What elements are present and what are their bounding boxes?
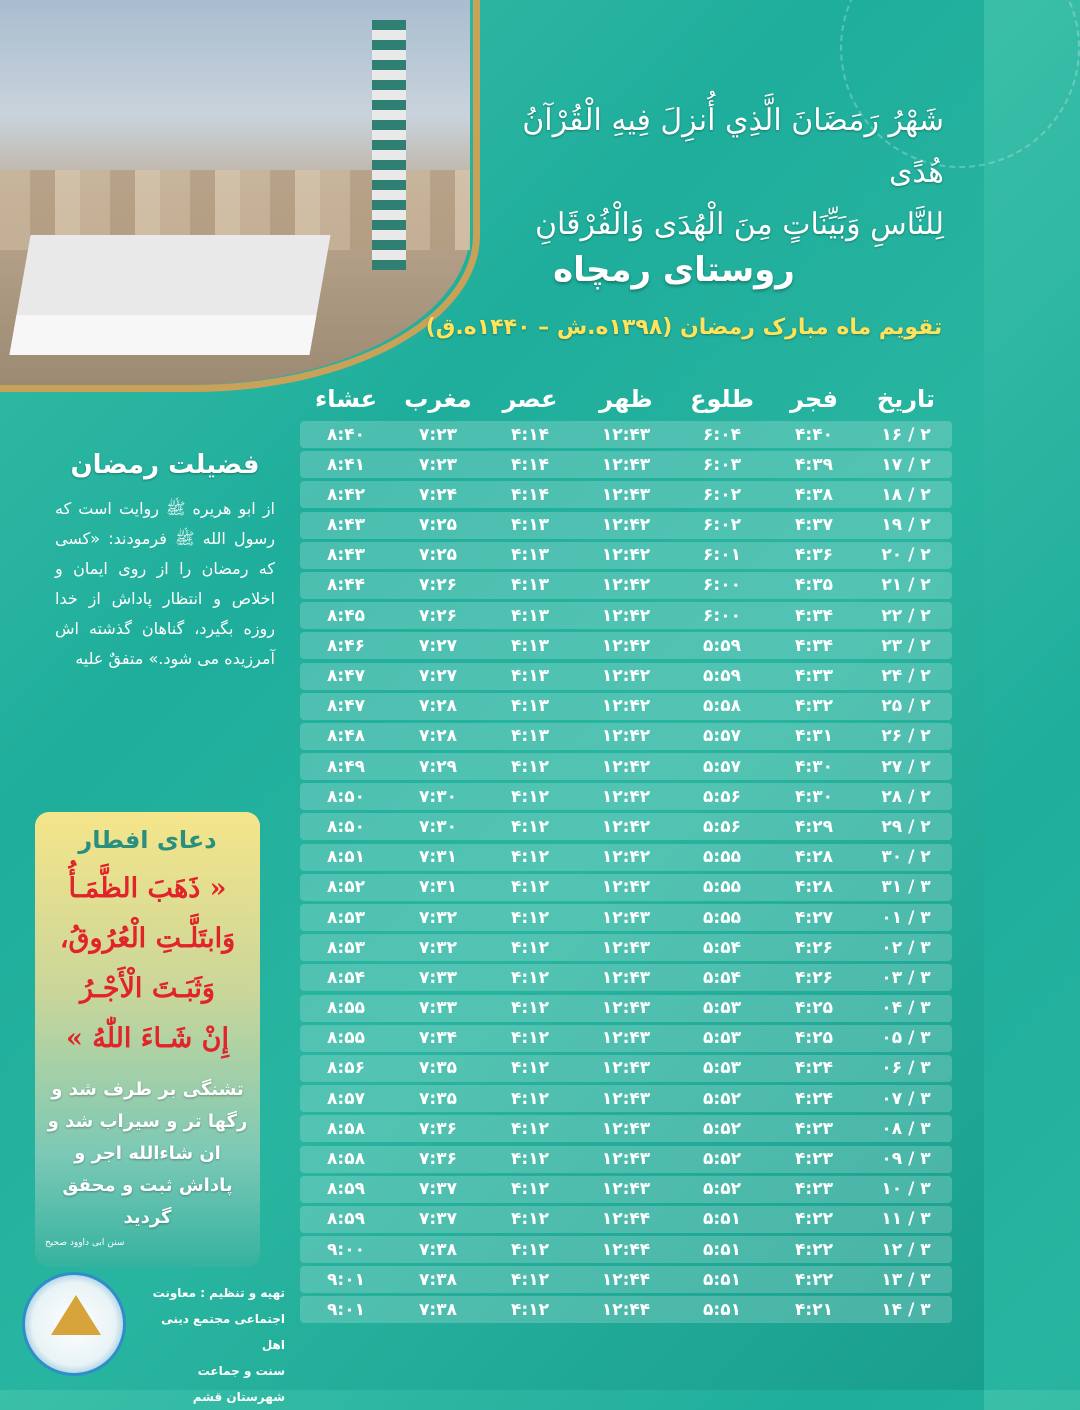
header-isha: عشاء (314, 384, 378, 413)
cell-maghrib: ۷:۳۵ (419, 1088, 457, 1109)
cell-sunrise: ۵:۵۱ (703, 1239, 741, 1260)
table-row (300, 481, 952, 508)
cell-maghrib: ۷:۳۲ (419, 937, 457, 958)
cell-maghrib: ۷:۳۱ (419, 877, 457, 898)
cell-dhuhr: ۱۲:۴۳ (601, 937, 651, 958)
dua-translation: تشنگی بر طرف شد و رگها تر و سیراب شد و ان شاءالله اجر و پاداش ثبت و محقق گردید (47, 1079, 248, 1228)
cell-dhuhr: ۱۲:۴۳ (601, 1028, 651, 1049)
cell-date: ۲ / ۲۳ (881, 635, 931, 656)
cell-date: ۲ / ۱۷ (881, 454, 931, 475)
cell-fajr: ۴:۲۲ (795, 1239, 833, 1260)
cell-maghrib: ۷:۳۷ (419, 1209, 457, 1230)
cell-dhuhr: ۱۲:۴۴ (601, 1269, 651, 1290)
cell-isha: ۸:۵۰ (327, 816, 365, 837)
cell-date: ۳ / ۱۲ (881, 1239, 931, 1260)
cell-date: ۳ / ۱۰ (881, 1179, 931, 1200)
cell-maghrib: ۷:۳۳ (419, 967, 457, 988)
cell-asr: ۴:۱۲ (511, 967, 549, 988)
cell-dhuhr: ۱۲:۴۴ (601, 1239, 651, 1260)
cell-asr: ۴:۱۲ (511, 1209, 549, 1230)
cell-date: ۳ / ۱۳ (881, 1269, 931, 1290)
credit-line-2: اجتماعی مجتمع دینی اهل (161, 1312, 285, 1352)
credit-line-1: تهیه و تنظیم : معاونت (152, 1286, 285, 1300)
cell-maghrib: ۷:۲۷ (419, 635, 457, 656)
cell-fajr: ۴:۲۶ (795, 967, 833, 988)
cell-sunrise: ۵:۵۲ (703, 1179, 741, 1200)
prayer-times-table (300, 376, 952, 1327)
cell-fajr: ۴:۲۳ (795, 1179, 833, 1200)
table-row (300, 572, 952, 599)
cell-date: ۲ / ۲۰ (881, 545, 931, 566)
cell-asr: ۴:۱۳ (511, 696, 549, 717)
table-row (300, 451, 952, 478)
cell-sunrise: ۵:۵۲ (703, 1088, 741, 1109)
cell-fajr: ۴:۲۳ (795, 1118, 833, 1139)
cell-date: ۲ / ۲۴ (881, 666, 931, 686)
cell-sunrise: ۵:۵۲ (703, 1118, 741, 1139)
cell-dhuhr: ۱۲:۴۲ (601, 696, 651, 717)
cell-isha: ۸:۴۴ (327, 575, 365, 596)
cell-date: ۲ / ۲۲ (881, 605, 931, 626)
table-row (300, 753, 952, 780)
table-row (300, 1085, 952, 1112)
cell-sunrise: ۵:۵۹ (703, 666, 741, 686)
cell-asr: ۴:۱۲ (511, 1118, 549, 1139)
table-body (300, 421, 952, 1323)
cell-asr: ۴:۱۴ (511, 484, 549, 505)
dua-arabic-line-3: وَثَبَـتَ الْأَجْـرُ (80, 973, 215, 1004)
cell-sunrise: ۶:۰۰ (703, 575, 741, 596)
header-sunrise: طلوع (690, 384, 754, 413)
cell-maghrib: ۷:۳۸ (419, 1269, 457, 1290)
cell-sunrise: ۶:۰۱ (703, 545, 741, 566)
cell-asr: ۴:۱۲ (511, 877, 549, 898)
cell-isha: ۸:۴۷ (327, 666, 365, 686)
cell-asr: ۴:۱۲ (511, 907, 549, 928)
cell-asr: ۴:۱۲ (511, 786, 549, 807)
header-dhuhr: ظهر (599, 384, 653, 413)
cell-isha: ۸:۵۸ (327, 1118, 365, 1139)
cell-asr: ۴:۱۲ (511, 1058, 549, 1079)
cell-date: ۳ / ۰۵ (881, 1028, 931, 1049)
cell-fajr: ۴:۳۸ (795, 484, 833, 505)
cell-fajr: ۴:۲۴ (795, 1058, 833, 1079)
cell-sunrise: ۶:۰۲ (703, 515, 741, 536)
cell-fajr: ۴:۲۲ (795, 1209, 833, 1230)
header-maghrib: مغرب (404, 384, 472, 413)
cell-maghrib: ۷:۳۷ (419, 1179, 457, 1200)
cell-asr: ۴:۱۲ (511, 998, 549, 1019)
cell-fajr: ۴:۳۴ (795, 605, 833, 626)
cell-date: ۲ / ۲۹ (881, 816, 931, 837)
cell-maghrib: ۷:۳۸ (419, 1239, 457, 1260)
cell-date: ۳ / ۰۱ (881, 907, 931, 928)
organization-logo (22, 1272, 126, 1376)
table-row (300, 1025, 952, 1052)
cell-asr: ۴:۱۲ (511, 756, 549, 777)
cell-fajr: ۴:۳۱ (795, 726, 833, 747)
cell-sunrise: ۵:۵۷ (703, 726, 741, 747)
cell-isha: ۸:۵۹ (327, 1179, 365, 1200)
cell-date: ۳ / ۰۴ (881, 998, 931, 1019)
cell-asr: ۴:۱۲ (511, 1179, 549, 1200)
cell-maghrib: ۷:۲۷ (419, 666, 457, 686)
cell-dhuhr: ۱۲:۴۲ (601, 847, 651, 868)
cell-fajr: ۴:۲۹ (795, 816, 833, 837)
cell-maghrib: ۷:۳۰ (419, 816, 457, 837)
table-row (300, 542, 952, 569)
cell-dhuhr: ۱۲:۴۳ (601, 967, 651, 988)
cell-fajr: ۴:۲۷ (795, 907, 833, 928)
cell-sunrise: ۵:۵۲ (703, 1149, 741, 1169)
cell-sunrise: ۵:۵۴ (703, 967, 741, 988)
cell-date: ۳ / ۰۶ (881, 1058, 931, 1079)
dua-title: دعای افطار (78, 826, 217, 854)
cell-fajr: ۴:۲۲ (795, 1269, 833, 1290)
credit-line-3: سنت و جماعت شهرستان قشم (192, 1364, 285, 1404)
cell-dhuhr: ۱۲:۴۳ (601, 1058, 651, 1079)
cell-isha: ۸:۴۲ (327, 484, 365, 505)
cell-date: ۳ / ۰۳ (881, 967, 931, 988)
cell-sunrise: ۵:۵۳ (703, 1058, 741, 1079)
cell-maghrib: ۷:۳۵ (419, 1058, 457, 1079)
cell-asr: ۴:۱۳ (511, 635, 549, 656)
mosque-photo (0, 0, 470, 385)
cell-maghrib: ۷:۲۴ (419, 484, 457, 505)
cell-maghrib: ۷:۲۳ (419, 454, 457, 475)
table-row (300, 1296, 952, 1323)
cell-asr: ۴:۱۳ (511, 726, 549, 747)
cell-asr: ۴:۱۲ (511, 1239, 549, 1260)
cell-date: ۲ / ۲۷ (881, 756, 931, 777)
cell-sunrise: ۵:۵۵ (703, 907, 741, 928)
dua-arabic-line-1: « ذَهَبَ الظَّمَـأُ (68, 873, 227, 904)
cell-fajr: ۴:۴۰ (795, 424, 833, 445)
cell-fajr: ۴:۳۰ (795, 786, 833, 807)
cell-date: ۲ / ۲۶ (881, 726, 931, 747)
table-row (300, 723, 952, 750)
cell-dhuhr: ۱۲:۴۳ (601, 484, 651, 505)
table-row (300, 512, 952, 539)
cell-dhuhr: ۱۲:۴۳ (601, 1088, 651, 1109)
cell-date: ۲ / ۲۱ (881, 575, 931, 596)
cell-date: ۲ / ۱۸ (881, 484, 931, 505)
iftar-dua-box (35, 812, 260, 1267)
cell-asr: ۴:۱۴ (511, 424, 549, 445)
cell-isha: ۹:۰۰ (327, 1239, 365, 1260)
cell-maghrib: ۷:۳۱ (419, 847, 457, 868)
cell-isha: ۸:۵۸ (327, 1149, 365, 1169)
cell-date: ۳ / ۳۱ (881, 877, 931, 898)
cell-asr: ۴:۱۲ (511, 937, 549, 958)
cell-isha: ۸:۵۳ (327, 937, 365, 958)
cell-sunrise: ۵:۵۵ (703, 847, 741, 868)
cell-sunrise: ۶:۰۳ (703, 454, 741, 475)
verse-line-2: لِلنَّاسِ وَبَيِّنَاتٍ مِنَ الْهُدَى وَالْفُرْقَانِ (535, 207, 944, 242)
cell-sunrise: ۵:۵۱ (703, 1269, 741, 1290)
cell-date: ۳ / ۰۷ (881, 1088, 931, 1109)
cell-sunrise: ۵:۵۵ (703, 877, 741, 898)
cell-isha: ۸:۴۸ (327, 726, 365, 747)
cell-isha: ۸:۵۷ (327, 1088, 365, 1109)
cell-dhuhr: ۱۲:۴۳ (601, 998, 651, 1019)
cell-asr: ۴:۱۲ (511, 1299, 549, 1320)
verse-line-1: شَهْرُ رَمَضَانَ الَّذِي أُنزِلَ فِيهِ الْقُرْآنُ هُدًى (522, 103, 944, 190)
cell-fajr: ۴:۲۸ (795, 877, 833, 898)
credit-text (135, 1280, 285, 1410)
cell-asr: ۴:۱۳ (511, 605, 549, 626)
cell-isha: ۹:۰۱ (327, 1269, 365, 1290)
cell-dhuhr: ۱۲:۴۲ (601, 575, 651, 596)
table-row (300, 783, 952, 810)
table-row (300, 1055, 952, 1082)
cell-isha: ۸:۴۵ (327, 605, 365, 626)
dua-arabic-line-4: إِنْ شَـاءَ اللّٰهُ » (65, 1023, 229, 1054)
header-fajr: فجر (790, 384, 838, 413)
cell-maghrib: ۷:۲۶ (419, 605, 457, 626)
table-row (300, 874, 952, 901)
cell-sunrise: ۶:۰۴ (703, 424, 741, 445)
cell-fajr: ۴:۲۳ (795, 1149, 833, 1169)
cell-dhuhr: ۱۲:۴۲ (601, 786, 651, 807)
cell-isha: ۸:۴۳ (327, 545, 365, 566)
header-asr: عصر (502, 384, 558, 413)
cell-fajr: ۴:۲۵ (795, 998, 833, 1019)
table-row (300, 904, 952, 931)
cell-sunrise: ۵:۵۱ (703, 1299, 741, 1320)
cell-dhuhr: ۱۲:۴۳ (601, 454, 651, 475)
cell-date: ۲ / ۲۵ (881, 696, 931, 717)
cell-fajr: ۴:۲۸ (795, 847, 833, 868)
cell-asr: ۴:۱۲ (511, 1149, 549, 1169)
cell-maghrib: ۷:۲۸ (419, 726, 457, 747)
dua-arabic (45, 864, 250, 1064)
table-row (300, 1146, 952, 1173)
cell-isha: ۸:۴۷ (327, 696, 365, 717)
mosque-roof-shape (9, 235, 330, 355)
cell-maghrib: ۷:۲۸ (419, 696, 457, 717)
cell-asr: ۴:۱۲ (511, 1269, 549, 1290)
table-row (300, 602, 952, 629)
cell-maghrib: ۷:۳۳ (419, 998, 457, 1019)
cell-sunrise: ۵:۵۶ (703, 816, 741, 837)
cell-sunrise: ۵:۵۶ (703, 786, 741, 807)
cell-fajr: ۴:۳۴ (795, 635, 833, 656)
cell-asr: ۴:۱۳ (511, 545, 549, 566)
cell-dhuhr: ۱۲:۴۳ (601, 907, 651, 928)
cell-isha: ۸:۴۹ (327, 756, 365, 777)
cell-isha: ۸:۵۹ (327, 1209, 365, 1230)
cell-dhuhr: ۱۲:۴۳ (601, 424, 651, 445)
cell-dhuhr: ۱۲:۴۴ (601, 1299, 651, 1320)
table-row (300, 995, 952, 1022)
cell-sunrise: ۵:۵۳ (703, 998, 741, 1019)
table-row (300, 1176, 952, 1203)
dua-arabic-line-2: وَابتَلَّـتِ الْعُرُوقُ، (59, 923, 236, 954)
cell-asr: ۴:۱۲ (511, 816, 549, 837)
quran-verse (484, 95, 944, 251)
cell-isha: ۸:۴۶ (327, 635, 365, 656)
cell-dhuhr: ۱۲:۴۲ (601, 545, 651, 566)
cell-maghrib: ۷:۲۶ (419, 575, 457, 596)
cell-fajr: ۴:۲۶ (795, 937, 833, 958)
cell-fajr: ۴:۲۱ (795, 1299, 833, 1320)
cell-isha: ۸:۴۳ (327, 515, 365, 536)
cell-dhuhr: ۱۲:۴۲ (601, 635, 651, 656)
cell-isha: ۸:۵۳ (327, 907, 365, 928)
cell-asr: ۴:۱۲ (511, 1028, 549, 1049)
cell-date: ۳ / ۱۱ (881, 1209, 931, 1230)
cell-dhuhr: ۱۲:۴۲ (601, 605, 651, 626)
cell-sunrise: ۵:۵۷ (703, 756, 741, 777)
cell-asr: ۴:۱۳ (511, 515, 549, 536)
cell-sunrise: ۵:۵۳ (703, 1028, 741, 1049)
cell-date: ۳ / ۰۸ (881, 1118, 931, 1139)
cell-fajr: ۴:۳۵ (795, 575, 833, 596)
cell-fajr: ۴:۳۲ (795, 696, 833, 717)
cell-maghrib: ۷:۲۵ (419, 545, 457, 566)
cell-isha: ۸:۵۵ (327, 1028, 365, 1049)
cell-sunrise: ۵:۵۹ (703, 635, 741, 656)
cell-sunrise: ۵:۵۴ (703, 937, 741, 958)
virtue-text: از ابو هریره ﷺ روایت است که رسول الله ﷺ فرمودند: «کسی که رمضان را از روی ایمان و اخلاص و انتظار پاداش از خدا روزه بگیرد، گناهان گذشته اش آمرزیده می شود.» متفقٌ علیه (55, 499, 275, 668)
cell-dhuhr: ۱۲:۴۳ (601, 1118, 651, 1139)
header-date: تاریخ (876, 384, 936, 413)
virtue-section (55, 450, 275, 674)
village-title: روستای رمچاه (553, 250, 795, 290)
table-row (300, 421, 952, 448)
cell-date: ۳ / ۰۲ (881, 937, 931, 958)
cell-isha: ۸:۴۰ (327, 424, 365, 445)
cell-maghrib: ۷:۳۶ (419, 1118, 457, 1139)
cell-sunrise: ۶:۰۲ (703, 484, 741, 505)
cell-dhuhr: ۱۲:۴۲ (601, 726, 651, 747)
cell-fajr: ۴:۳۰ (795, 756, 833, 777)
cell-fajr: ۴:۳۷ (795, 515, 833, 536)
cell-sunrise: ۶:۰۰ (703, 605, 741, 626)
cell-sunrise: ۵:۵۱ (703, 1209, 741, 1230)
cell-date: ۲ / ۲۸ (881, 786, 931, 807)
table-row (300, 663, 952, 690)
table-row (300, 1115, 952, 1142)
cell-dhuhr: ۱۲:۴۴ (601, 1209, 651, 1230)
virtue-title: فضیلت رمضان (70, 450, 260, 480)
cell-maghrib: ۷:۳۸ (419, 1299, 457, 1320)
cell-fajr: ۴:۲۵ (795, 1028, 833, 1049)
cell-asr: ۴:۱۳ (511, 666, 549, 686)
cell-maghrib: ۷:۳۴ (419, 1028, 457, 1049)
cell-asr: ۴:۱۳ (511, 575, 549, 596)
cell-maghrib: ۷:۳۲ (419, 907, 457, 928)
table-row (300, 844, 952, 871)
table-row (300, 934, 952, 961)
cell-dhuhr: ۱۲:۴۲ (601, 816, 651, 837)
cell-date: ۳ / ۰۹ (881, 1149, 931, 1169)
cell-dhuhr: ۱۲:۴۲ (601, 515, 651, 536)
cell-maghrib: ۷:۲۹ (419, 756, 457, 777)
cell-isha: ۹:۰۱ (327, 1299, 365, 1320)
table-row (300, 813, 952, 840)
cell-asr: ۴:۱۲ (511, 1088, 549, 1109)
cell-fajr: ۴:۳۶ (795, 545, 833, 566)
cell-isha: ۸:۵۲ (327, 877, 365, 898)
cell-date: ۲ / ۱۹ (881, 515, 931, 536)
table-row (300, 1266, 952, 1293)
cell-dhuhr: ۱۲:۴۲ (601, 756, 651, 777)
table-row (300, 964, 952, 991)
cell-isha: ۸:۵۰ (327, 786, 365, 807)
table-row (300, 632, 952, 659)
cell-date: ۲ / ۱۶ (881, 424, 931, 445)
cell-maghrib: ۷:۲۳ (419, 424, 457, 445)
cell-isha: ۸:۵۵ (327, 998, 365, 1019)
cell-fajr: ۴:۳۹ (795, 454, 833, 475)
cell-isha: ۸:۵۴ (327, 967, 365, 988)
cell-fajr: ۴:۲۴ (795, 1088, 833, 1109)
cell-dhuhr: ۱۲:۴۳ (601, 1179, 651, 1200)
cell-asr: ۴:۱۴ (511, 454, 549, 475)
table-row (300, 693, 952, 720)
cell-maghrib: ۷:۲۵ (419, 515, 457, 536)
cell-dhuhr: ۱۲:۴۲ (601, 877, 651, 898)
table-header (300, 376, 952, 421)
calendar-subtitle: تقویم ماه مبارک رمضان (۱۳۹۸ه.ش – ۱۴۴۰ه.ق) (425, 315, 943, 340)
cell-maghrib: ۷:۳۶ (419, 1149, 457, 1169)
cell-isha: ۸:۵۱ (327, 847, 365, 868)
cell-date: ۳ / ۱۴ (881, 1299, 931, 1320)
cell-maghrib: ۷:۳۰ (419, 786, 457, 807)
table-row (300, 1206, 952, 1233)
logo-book-icon (51, 1295, 101, 1335)
table-row (300, 1236, 952, 1263)
cell-asr: ۴:۱۲ (511, 847, 549, 868)
dua-source: سنن ابی داوود صحیح (45, 1238, 125, 1248)
minaret-shape (372, 20, 406, 270)
cell-dhuhr: ۱۲:۴۲ (601, 666, 651, 686)
cell-fajr: ۴:۳۳ (795, 666, 833, 686)
cell-isha: ۸:۵۶ (327, 1058, 365, 1079)
cell-date: ۲ / ۳۰ (881, 847, 931, 868)
cell-sunrise: ۵:۵۸ (703, 696, 741, 717)
cell-isha: ۸:۴۱ (327, 454, 365, 475)
cell-dhuhr: ۱۲:۴۳ (601, 1149, 651, 1169)
